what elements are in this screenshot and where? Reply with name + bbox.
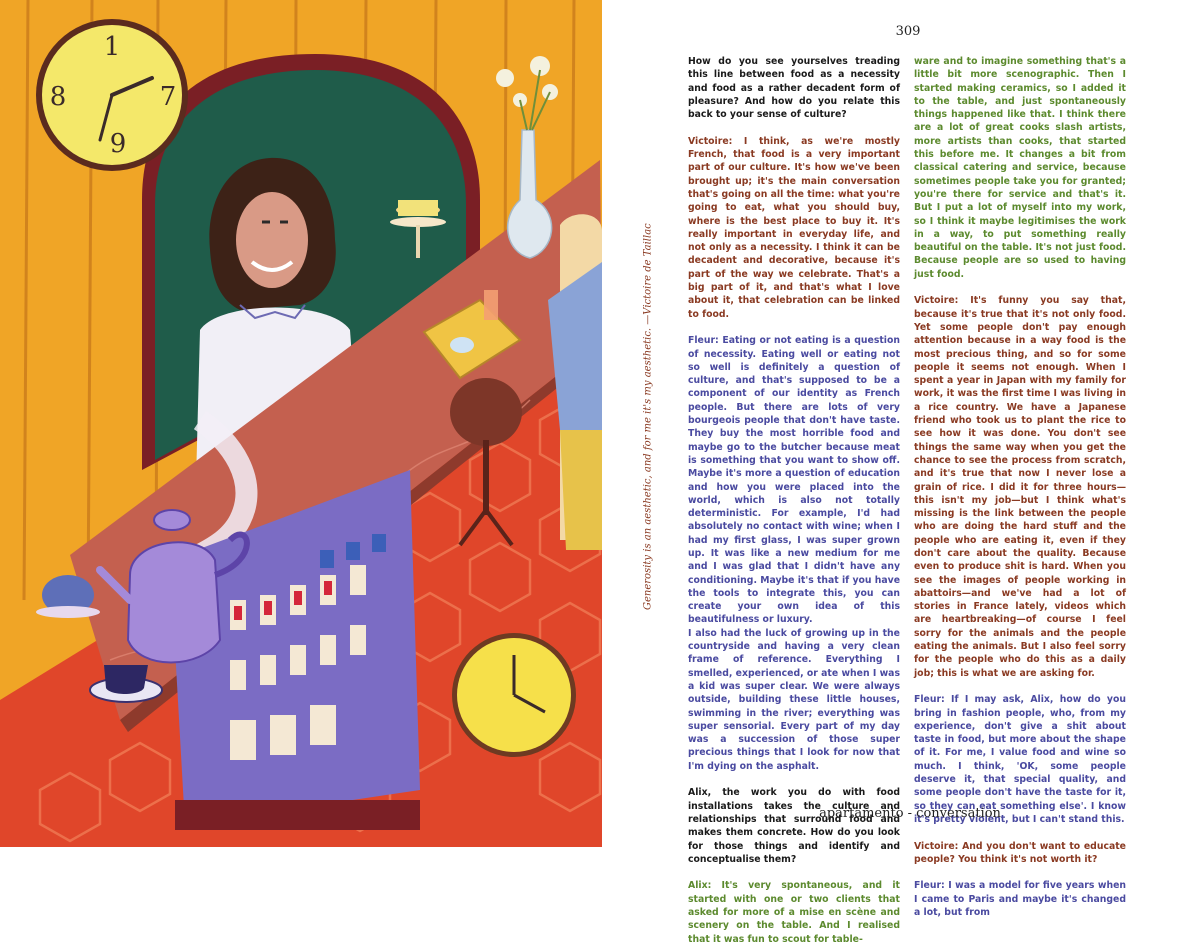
paragraph: Fleur: Eating or not eating is a question of necessity. Eating well or eating not so well is definitely a question of culture, and that's supposed to be a component of our identity as French people. But there are lots of very bourgeois people that don't have taste. They buy the most horrible food and maybe go to the butcher because meat is something that you want to show off. Maybe it's more a question of education and how you were placed into the world, which is also not totally deterministic. For example, I'd had absolutely no contact with wine; when I had my first glass, I was super grown up. It was like a new medium for me and I was glad that I didn't have any conditioning. Maybe it's that if you have the tools to integrate this, you can create your own idea of this beautifulness or luxury. [688, 335, 901, 626]
paragraph: Victoire: And you don't want to educate people? You think it's not worth it? [914, 840, 1126, 865]
clock-number-8: 8 [49, 82, 67, 112]
text-column-right [914, 55, 1126, 919]
paragraph: Alix: It's very spontaneous, and it started with one or two clients that asked for more of a mise en scène and scenery on the table. And I realised that it was fun to scout for table- [688, 880, 900, 945]
page-number: 309 [895, 24, 921, 39]
clock-number-7: 7 [159, 82, 177, 112]
pull-quote [636, 223, 660, 610]
pull-quote-text: Generosity is an aesthetic, and for me it's my aesthetic. —Victoire de Taillac [642, 223, 654, 610]
paragraph: ware and to imagine something that's a little bit more scenographic. Then I started making ceramics, so I added it to the table, and just spontaneously things happened like that. I think there are a lot of great cooks slash artists, more artists than cooks, that started this before me. It changes a bit from classical catering and service, because sometimes people take you for granted; you're there for service and that's it. But I put a lot of myself into my work, so I think it maybe legitimises the work in a way, to put something really beautiful on the table. It's not just food. Because people are so used to having just food. [914, 56, 1126, 280]
paragraph: How do you see yourselves treading this line between food as a necessity and food as a rather decadent form of pleasure? And how do you relate this back to your sense of culture? [688, 56, 900, 121]
clock-number-9: 9 [109, 129, 127, 159]
paragraph: Fleur: I was a model for five years when I came to Paris and maybe it's changed a lot, but from [914, 880, 1126, 918]
illustration [0, 0, 602, 847]
running-footer: apartamento - conversation [819, 806, 1001, 821]
paragraph: Fleur: If I may ask, Alix, how do you bring in fashion people, who, from my experience, don't give a shit about taste in food, but more about the shape of it. For me, I value food and wine so much. I think, 'OK, some people deserve it, that special quality, and some people don't have the taste for it, so they can eat something else'. I know it's pretty violent, but I can't stand this. [914, 694, 1126, 825]
paragraph: Alix, the work you do with food installations takes the culture and relationships that surround food and makes them concrete. How do you look for those things and identify and conceptualise them? [688, 787, 900, 865]
paragraph: Victoire: I think, as we're mostly French, that food is a very important part of our culture. It's how we've been brought up; it's the main conversation that's going on all the time: what you're going to eat, what you should buy, where is the best place to buy it. It's really important in everyday life, and not only as a necessity. I think it can be decadent and decorative, because it's part of the way we celebrate. That's a big part of it, and that's what I love about it, that celebration can be linked to food. [688, 135, 900, 320]
paragraph: Victoire: It's funny you say that, because it's true that it's not only food. Yet some people don't pay enough attention because in a way food is the most precious thing, and so for some people it seems not enough. When I spent a year in Japan with my family for work, it was the first time I was living in a rice country. We have a Japanese friend who took us to plant the rice to see how it was done. You don't see things the same way when you get the chance to see the process from scratch, and it's true that now I never lose a grain of rice. I did it for three hours—this isn't my job—but I think what's missing is the link between the people who are doing the hard stuff and the people who are eating it, even if they don't care about the quality. Because even to produce shit is hard. When you see the images of people working in abattoirs—and we've had a lot of stories in France lately, videos which are heartbreaking—of course I feel sorry for the animals and the people eating the animals. But I also feel sorry for the people who do this as a daily job; this is what we are asking for. [914, 295, 1126, 679]
paragraph: I also had the luck of growing up in the countryside and having a very clean frame of reference. Everything I smelled, experienced, or ate when I was a kid was super clear. We were always outside, building these little houses, swimming in the river; everything was super sensorial. Every part of my day was a succession of those super precious things that I look for now that I'm dying on the asphalt. [688, 627, 900, 772]
clock-number-1: 1 [103, 32, 121, 62]
